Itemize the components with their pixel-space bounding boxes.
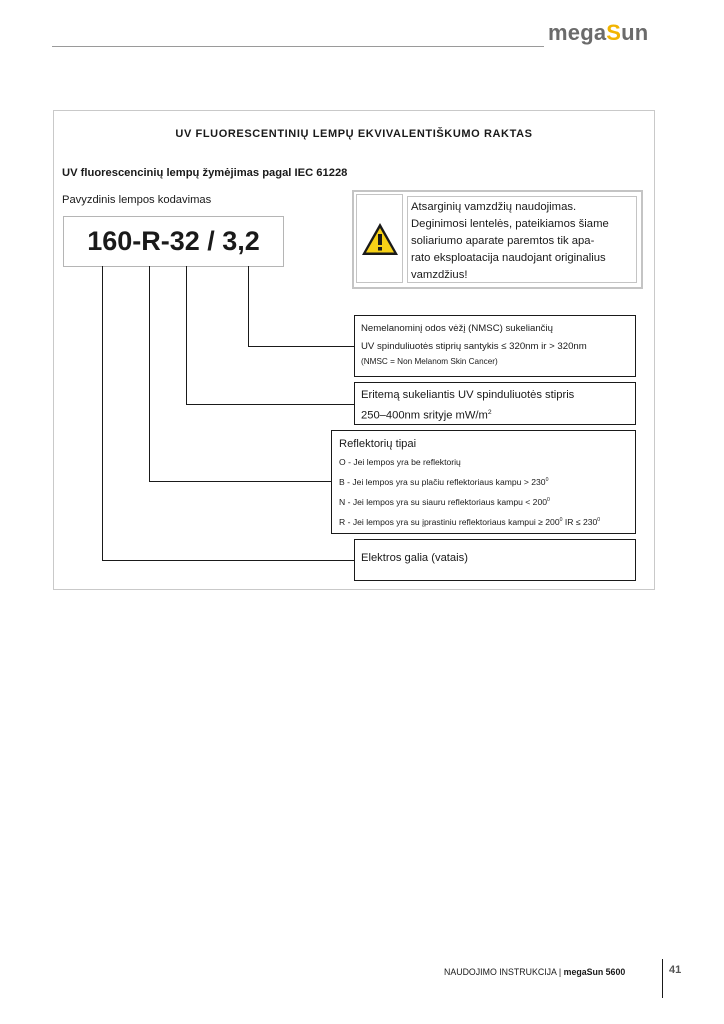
nmsc-ratio-box [354,315,636,377]
erythema-box [354,382,636,425]
warning-line: vamzdžius! [411,269,468,281]
connector-line [186,266,187,405]
reflector-item-n: N - Jei lempos yra su siauru reflektoriaus kampu < $200^0$ [339,496,550,507]
warning-line: soliariumo aparate paremtos tik apa- [411,235,595,247]
erythema-line-2: 250–400nm srityje $mW/m^2$ [361,409,492,422]
lamp-code-box: 160-R-32 / 3,2 [63,216,284,267]
example-label: Pavyzdinis lempos kodavimas [62,194,212,206]
connector-line [149,266,150,482]
connector-line [102,560,354,561]
nmsc-line-1: Nemelanominį odos vėžį (NMSC) sukeliančių [361,323,553,334]
warning-icon-cell [356,194,403,283]
megasun-logo: megaSun [548,20,649,45]
nmsc-line-2: UV spinduliuotės stiprių santykis ≤ 320nm ir > 320nm [361,341,587,352]
reflector-types-box [331,430,636,534]
reflector-item-b: B - Jei lempos yra su plačiu reflektoriaus kampu > $230^0$ [339,476,549,487]
power-box [354,539,636,581]
page-number: 41 [669,964,682,976]
warning-line: Atsarginių vamzdžių naudojimas. [411,201,577,213]
page-title: UV FLUORESCENTINIŲ LEMPŲ EKVIVALENTIŠKUMO RAKTAS [175,128,533,140]
nmsc-note: (NMSC = Non Melanom Skin Cancer) [361,357,498,366]
warning-text [407,196,637,283]
reflector-item-r: R - Jei lempos yra su įprastiniu reflektoriaus kampui ≥ $200^0$ IR ≤ $230^0$ [339,516,601,527]
warning-triangle-icon [360,221,400,262]
footer-text: NAUDOJIMO INSTRUKCIJA | megaSun 5600 [444,967,626,977]
connector-line [248,346,354,347]
warning-line: rato eksploatacija naudojant originalius [411,252,606,264]
header-rule [52,46,544,47]
connector-line [248,266,249,347]
reflector-heading: Reflektorių tipai [339,438,417,450]
power-label: Elektros galia (vatais) [361,552,468,564]
warning-line: Deginimosi lentelės, pateikiamos šiame [411,218,609,230]
section-subtitle: UV fluorescencinių lempų žymėjimas pagal IEC 61228 [62,167,348,179]
reflector-item-o: O - Jei lempos yra be reflektorių [339,457,461,467]
footer-divider [662,959,663,998]
connector-line [102,266,103,561]
erythema-line-1: Eritemą sukeliantis UV spinduliuotės stipris [361,389,575,401]
warning-box [352,190,643,289]
connector-line [186,404,354,405]
connector-line [149,481,331,482]
